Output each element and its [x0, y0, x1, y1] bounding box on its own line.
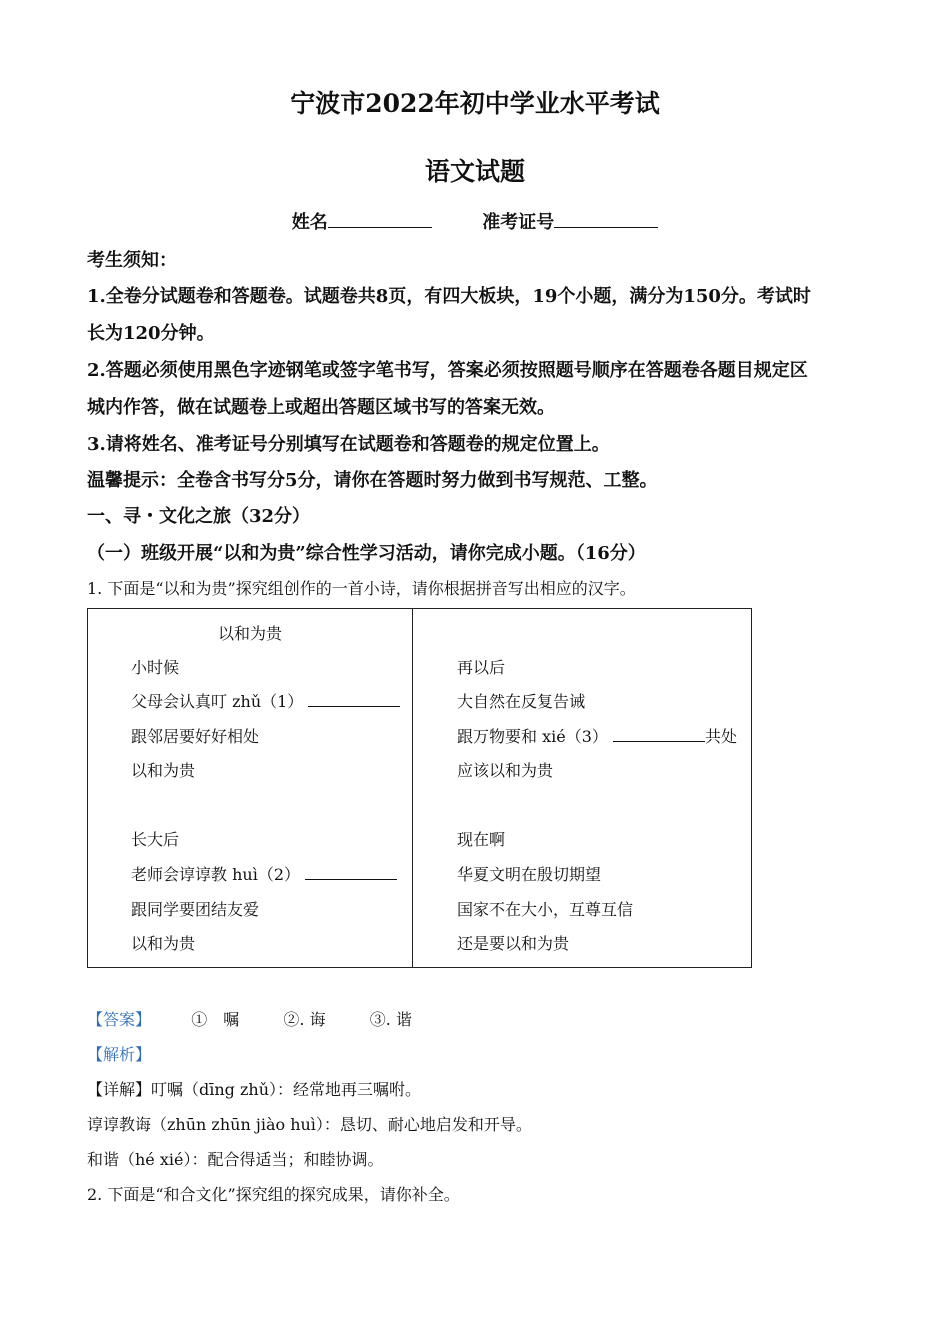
poem-right-line: 还是要以和为贵 [457, 934, 570, 953]
poem-left-cell [88, 609, 413, 968]
poem-left-line: 以和为贵 [131, 934, 196, 953]
poem-right-line: 跟万物要和 xié（3） 共处 [457, 727, 737, 746]
name-blank [328, 211, 432, 228]
answer-label: 【答案】 [87, 1010, 152, 1029]
question2-prompt: 2. 下面是“和合文化”探究组的探究成果，请你补全。 [87, 1185, 460, 1204]
id-blank [554, 211, 658, 228]
analysis-label: 【解析】 [87, 1045, 152, 1064]
instruction-1-line1: 1.全卷分试题卷和答题卷。试题卷共8页，有四大板块，19个小题，满分为150分。考试时 [87, 286, 811, 307]
answer-blank-1 [308, 692, 400, 707]
question1-prompt: 1. 下面是“以和为贵”探究组创作的一首小诗，请你根据拼音写出相应的汉字。 [87, 579, 636, 598]
poem-right-line: 大自然在反复告诫 [457, 692, 586, 711]
name-label: 姓名 [291, 212, 328, 233]
answer-2: ②. 诲 [283, 1010, 326, 1029]
answer-1: ① 嘱 [191, 1010, 240, 1029]
detail-2: 谆谆教诲（zhūn zhūn jiào huì）：恳切、耐心地启发和开导。 [87, 1115, 532, 1134]
id-label: 准考证号 [482, 212, 555, 233]
detail-3: 和谐（hé xié）：配合得适当；和睦协调。 [87, 1150, 384, 1169]
answer-blank-3 [613, 727, 705, 742]
answer-row [87, 1007, 412, 1030]
instruction-2-line2: 城内作答，做在试题卷上或超出答题区域书写的答案无效。 [87, 397, 555, 418]
poem-title: 以和为贵 [218, 624, 283, 643]
answer-3: ③. 谐 [369, 1010, 412, 1029]
tip: 温馨提示：全卷含书写分5分，请你在答题时努力做到书写规范、工整。 [87, 470, 658, 491]
instruction-2-line1: 2.答题必须使用黑色字迹钢笔或签字笔书写，答案必须按照题号顺序在答题卷各题目规定区 [87, 360, 808, 381]
poem-right-line: 再以后 [457, 658, 506, 677]
exam-subtitle: 语文试题 [424, 157, 525, 186]
poem-right-line: 现在啊 [457, 830, 506, 849]
poem-left-line: 小时候 [131, 658, 180, 677]
poem-left-line: 以和为贵 [131, 761, 196, 780]
instructions-heading: 考生须知： [87, 250, 177, 271]
poem-left-line: 长大后 [131, 830, 180, 849]
poem-left-line: 老师会谆谆教 huì（2） [131, 862, 397, 885]
candidate-info-row [0, 208, 950, 234]
poem-right-line: 国家不在大小，互尊互信 [457, 900, 634, 919]
section1-heading: 一、寻・文化之旅（32分） [87, 506, 311, 527]
poem-right-line: 华夏文明在殷切期望 [457, 865, 602, 884]
poem-table [87, 608, 752, 968]
poem-left-line: 父母会认真叮 zhǔ（1） [131, 689, 400, 712]
instruction-3: 3.请将姓名、准考证号分别填写在试题卷和答题卷的规定位置上。 [87, 434, 610, 455]
answer-blank-2 [305, 865, 397, 880]
poem-right-cell [413, 609, 752, 968]
poem-right-line: 应该以和为贵 [457, 761, 554, 780]
exam-title: 宁波市2022年初中学业水平考试 [290, 89, 660, 118]
poem-left-line: 跟邻居要好好相处 [131, 727, 260, 746]
section1-sub1: （一）班级开展“以和为贵”综合性学习活动，请你完成小题。（16分） [87, 543, 646, 564]
poem-left-line: 跟同学要团结友爱 [131, 900, 260, 919]
instruction-1-line2: 长为120分钟。 [87, 323, 215, 344]
detail-1: 【详解】叮嘱（dīng zhǔ）：经常地再三嘱咐。 [87, 1080, 422, 1099]
